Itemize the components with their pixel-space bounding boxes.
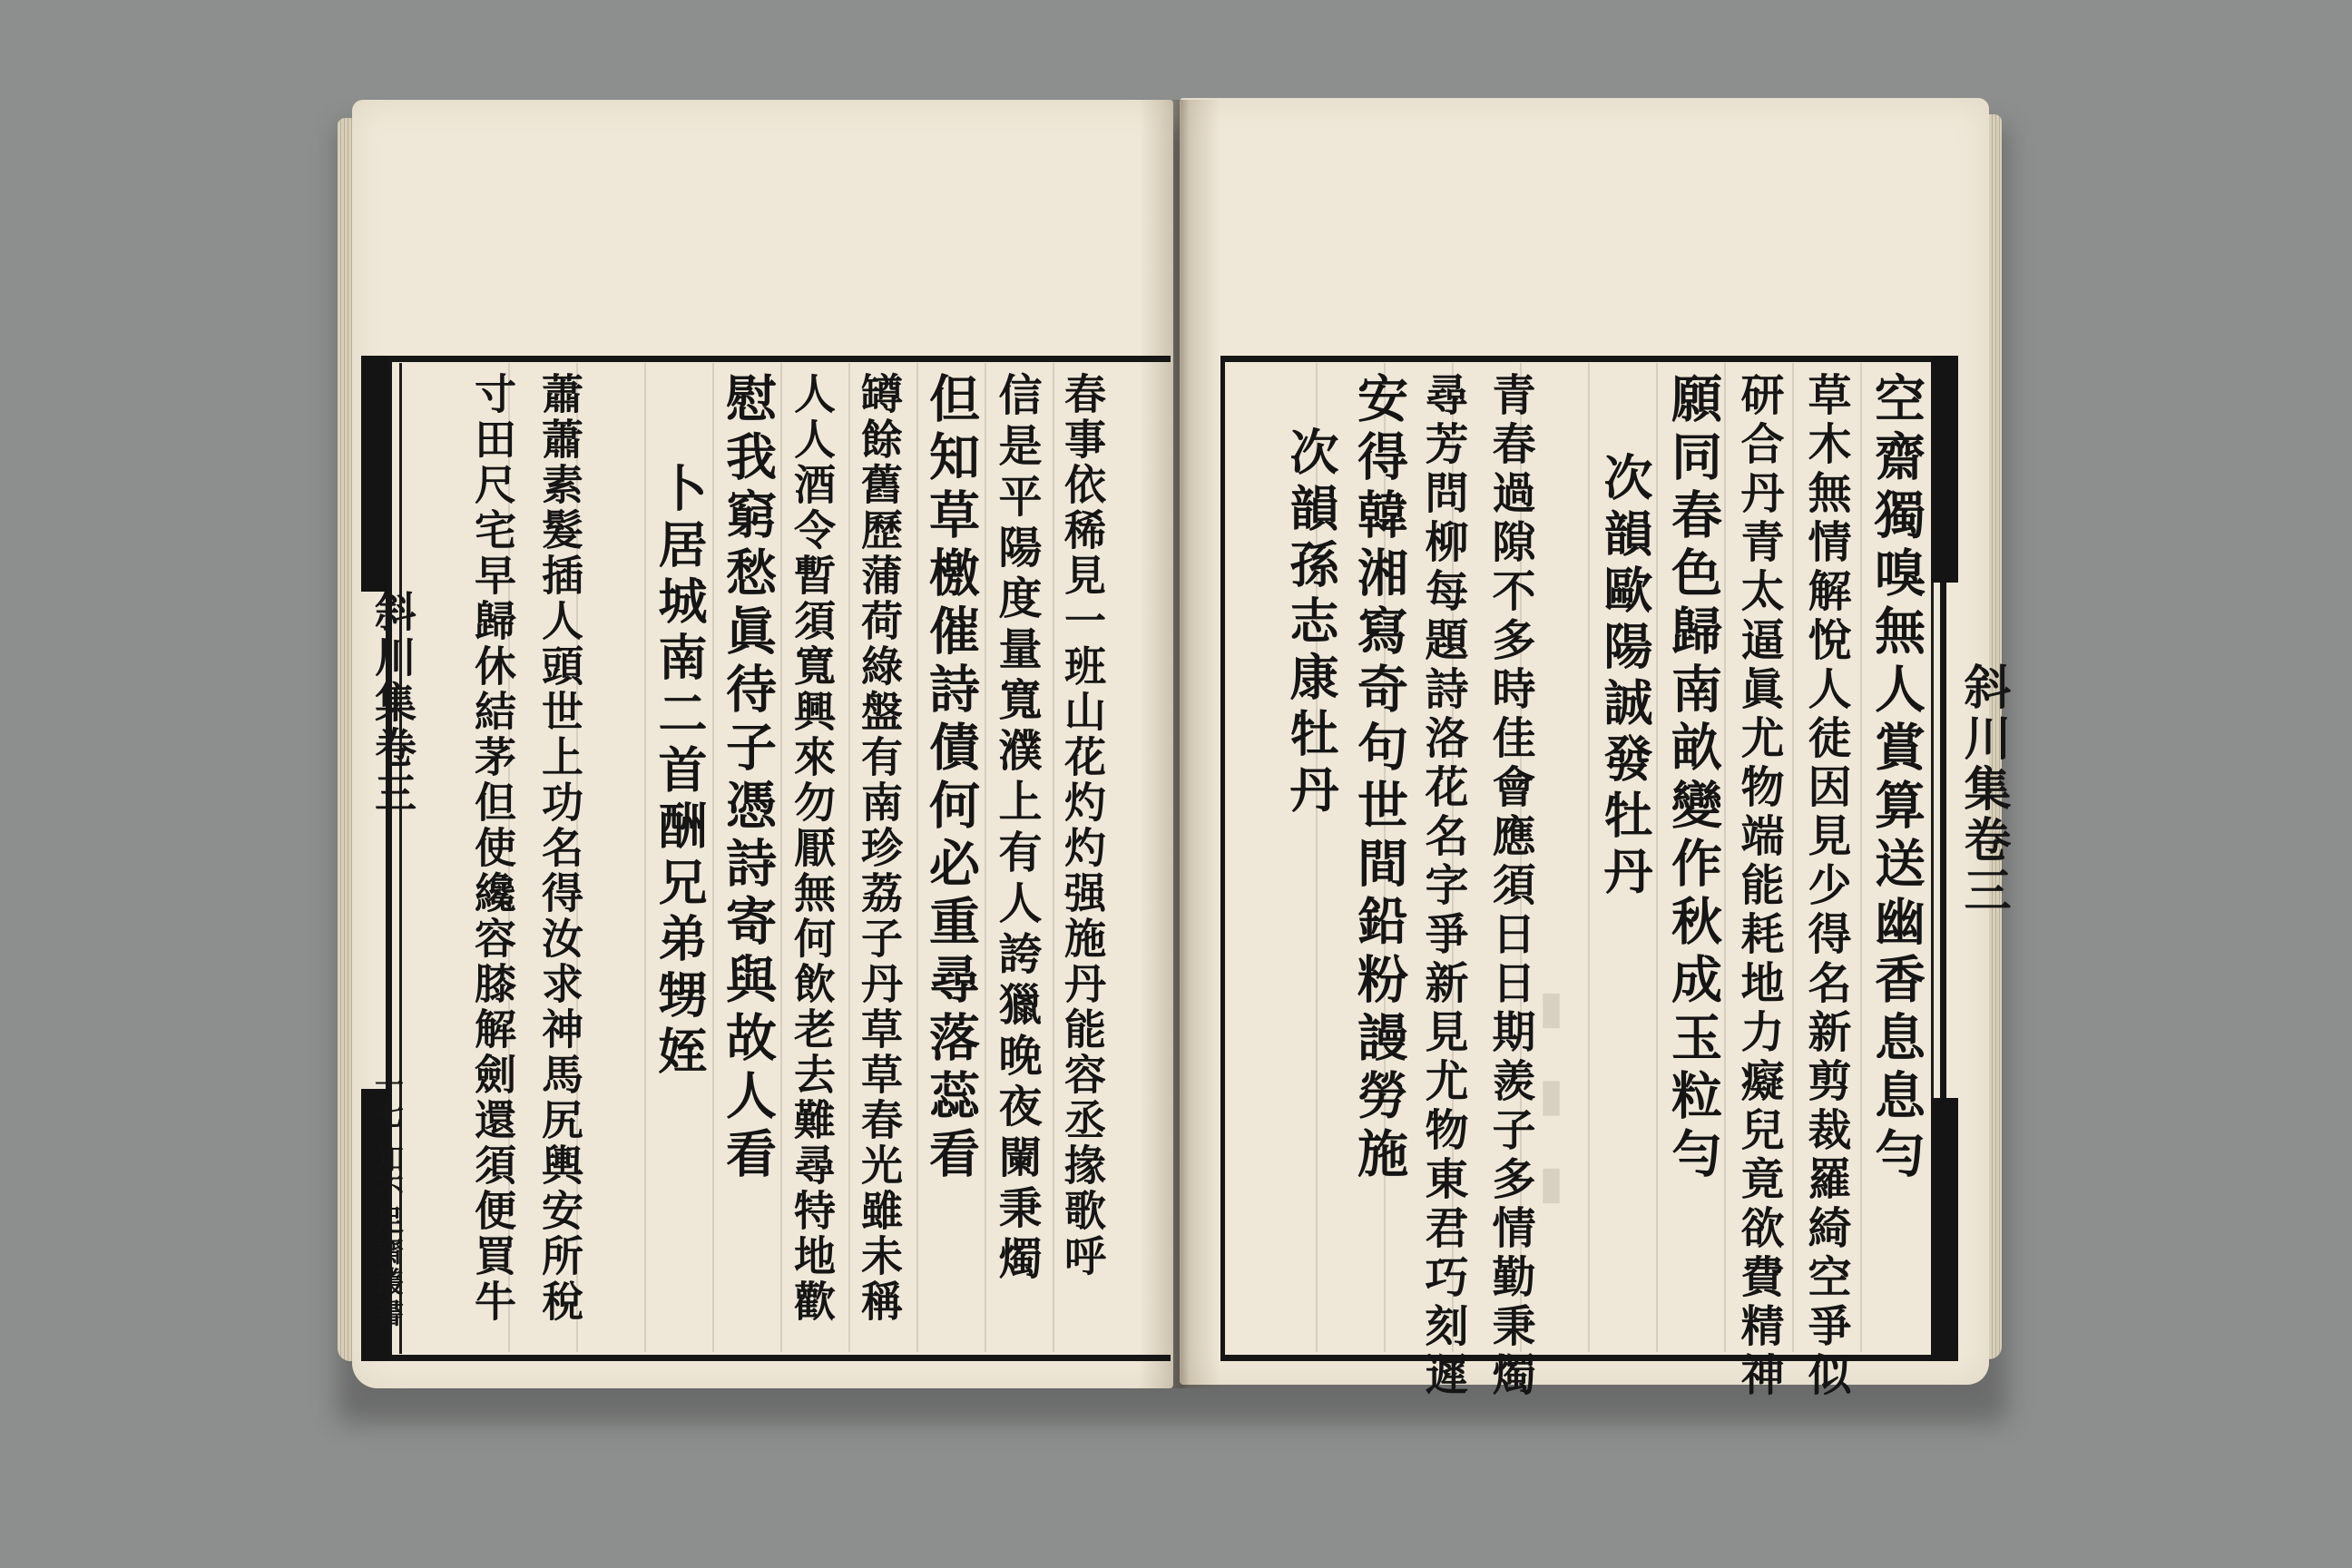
left-text-column-9: 寸田尺宅早歸休結茅但使纔容膝解劍還須便買牛 (468, 372, 517, 1325)
left-text-column-6: 慰我窮愁眞待子憑詩寄與故人看 (718, 372, 778, 1185)
right-heading-column-9: 次韻孫志康牡丹 (1282, 426, 1340, 820)
right-text-column-8: 安得韓湘寫奇句世間鉛粉謾勞施 (1349, 372, 1409, 1185)
right-text-column-7: 尋芳問柳每題詩洛花名字爭新見尤物東君巧刻遲 (1417, 372, 1468, 1401)
right-centre-strip-title: 斜川集卷三 (1955, 662, 2011, 916)
right-divider (1724, 363, 1726, 1352)
show-through-mark: ▮ ▮ ▮ (1524, 980, 1578, 1218)
right-heading-column-5: 次韻歐陽誠發牡丹 (1596, 452, 1654, 902)
left-text-column-3: 但知草檄催詩債何必重尋落蕊看 (921, 372, 981, 1185)
left-divider (985, 363, 986, 1352)
left-divider (712, 363, 714, 1352)
right-text-column-1: 空齋獨嗅無人賞算送幽香息息勻 (1867, 372, 1926, 1185)
right-divider (1588, 363, 1590, 1352)
left-text-column-4: 罇餘舊歷蒲荷綠盤有南珍荔子丹草草春光雖未稱 (855, 372, 904, 1325)
right-fish-tail-top (1931, 356, 1958, 583)
right-divider (1656, 363, 1658, 1352)
left-divider (780, 363, 782, 1352)
left-divider (848, 363, 850, 1352)
left-text-column-5: 人人酒令暫須寬興來勿厭無何飲老去難尋特地歡 (788, 372, 837, 1325)
left-folio-number: 十七 (370, 1071, 405, 1129)
left-divider (916, 363, 918, 1352)
left-divider (644, 363, 646, 1352)
left-divider (1053, 363, 1054, 1352)
left-text-column-8: 蕭蕭素髮插人頭世上功名得汝求神馬尻輿安所稅 (535, 372, 584, 1325)
right-fish-tail-bottom (1931, 1098, 1958, 1361)
left-fish-tail-top (361, 356, 388, 592)
right-divider (1860, 363, 1862, 1352)
right-text-column-2: 草木無情解悅人徒因見少得名新剪裁羅綺空爭似 (1800, 372, 1851, 1401)
left-text-column-1: 春事依稀見一班山花灼灼强施丹能容丞掾歌呼 (1058, 372, 1107, 1279)
left-printer-mark: 知不足齋叢書 (370, 1143, 405, 1328)
right-text-column-6: 青春過隙不多時佳會應須日日期羨子多情勤秉燭 (1485, 372, 1535, 1401)
right-divider (1792, 363, 1794, 1352)
left-centre-strip-title: 斜川集卷三 (368, 590, 417, 817)
left-text-column-2: 信是平陽度量寬濮上有人誇獵晚夜闌秉燭 (991, 372, 1042, 1287)
right-text-column-4: 願同春色歸南畝變作秋成玉粒勻 (1663, 372, 1723, 1185)
right-text-column-3: 研合丹青太逼眞尤物端能耗地力癡兒竟欲費精神 (1733, 372, 1784, 1401)
left-heading-column-7: 卜居城南二首酬兄弟甥姪 (651, 463, 709, 1082)
